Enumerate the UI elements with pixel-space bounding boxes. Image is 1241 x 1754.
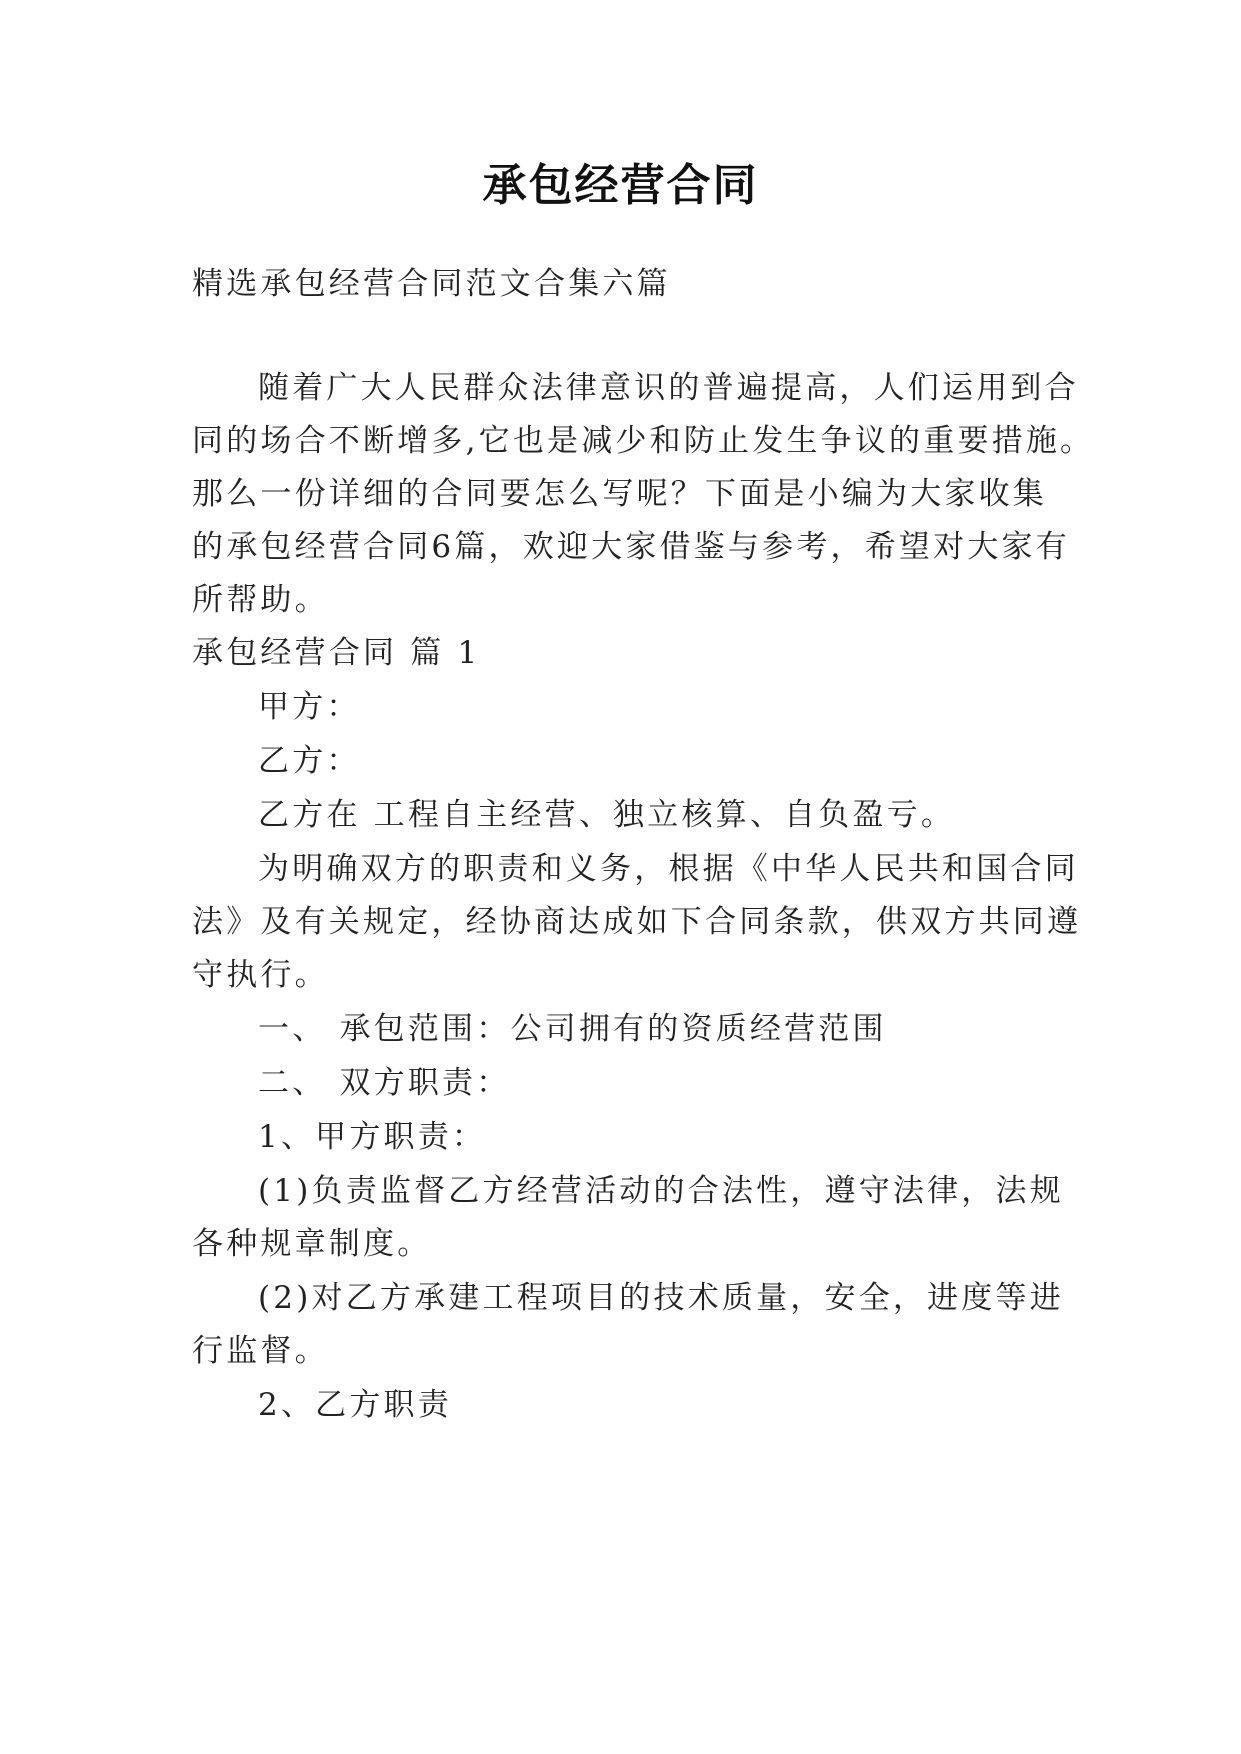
intro-line: 那么一份详细的合同要怎么写呢？下面是小编为大家收集 — [192, 476, 1047, 512]
party-b-statement: 乙方在 工程自主经营、独立核算、自负盈亏。 — [258, 797, 956, 833]
document-title: 承包经营合同 — [482, 160, 759, 211]
intro-line: 随着广大人民群众法律意识的普遍提高，人们运用到合 — [258, 370, 1079, 406]
intro-line: 的承包经营合同6篇，欢迎大家借鉴与参考，希望对大家有 — [192, 529, 1070, 565]
document-subtitle: 精选承包经营合同范文合集六篇 — [192, 266, 671, 302]
preamble-line: 为明确双方的职责和义务，根据《中华人民共和国合同 — [258, 851, 1079, 887]
duty-line: 行监督。 — [192, 1333, 329, 1369]
clause-duties: 二、 双方职责： — [258, 1065, 511, 1101]
preamble-line: 法》及有关规定，经协商达成如下合同条款，供双方共同遵 — [192, 904, 1082, 940]
preamble-line: 守执行。 — [192, 957, 329, 993]
party-b-duties-heading: 2、乙方职责 — [258, 1387, 452, 1423]
duty-line: (1)负责监督乙方经营活动的合法性，遵守法律，法规 — [258, 1173, 1064, 1209]
clause-scope: 一、 承包范围：公司拥有的资质经营范围 — [258, 1011, 887, 1047]
intro-line: 所帮助。 — [192, 582, 329, 618]
duty-line: 各种规章制度。 — [192, 1226, 432, 1262]
party-a-duties-heading: 1、甲方职责： — [258, 1119, 487, 1155]
duty-line: (2)对乙方承建工程项目的技术质量，安全，进度等进 — [258, 1280, 1064, 1316]
party-a-label: 甲方： — [258, 689, 361, 725]
party-b-label: 乙方： — [258, 743, 361, 779]
section-heading: 承包经营合同 篇 1 — [192, 635, 481, 671]
intro-line: 同的场合不断增多,它也是减少和防止发生争议的重要措施。 — [192, 423, 1095, 459]
